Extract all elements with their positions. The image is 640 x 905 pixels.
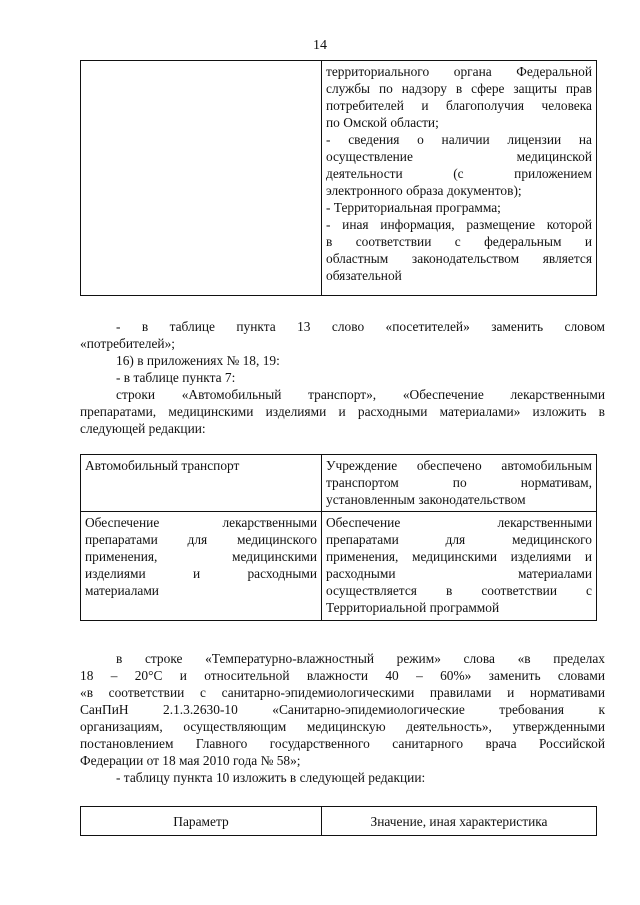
table-line: установленным законодательством bbox=[326, 492, 526, 507]
table-row bbox=[81, 512, 597, 621]
paragraph: 16) в приложениях № 18, 19: bbox=[116, 353, 280, 368]
replacement-table bbox=[80, 454, 597, 621]
table-line: - Территориальная программа; bbox=[326, 200, 501, 215]
table-line: деятельности (с приложением bbox=[326, 166, 592, 181]
table-line: - иная информация, размещение которой bbox=[326, 217, 592, 232]
paragraph: препаратами, медицинскими изделиями и расходными материалами» изложить в bbox=[80, 404, 605, 419]
table-line: потребителей и благополучия человека bbox=[326, 98, 592, 113]
table-line: применения, медицинскими изделиями и bbox=[326, 549, 592, 564]
paragraph: - в таблице пункта 7: bbox=[116, 370, 236, 385]
page-number: 14 bbox=[313, 38, 327, 53]
table-line: транспортом по нормативам, bbox=[326, 475, 592, 490]
table-header-row bbox=[81, 807, 597, 836]
column-header-value: Значение, иная характеристика bbox=[322, 807, 597, 836]
paragraph: «в соответствии с санитарно-эпидемиологическими правилами и нормативами bbox=[80, 685, 605, 700]
table-line: материалами bbox=[85, 583, 159, 598]
table-line: областным законодательством является bbox=[326, 251, 592, 266]
paragraph: 18 – 20°С и относительной влажности 40 – 60%» заменить словами bbox=[80, 668, 605, 683]
paragraph: СанПиН 2.1.3.2630-10 «Санитарно-эпидемиологические требования к bbox=[80, 702, 605, 717]
table-line: Обеспечение лекарственными bbox=[85, 515, 317, 530]
row-title-cell bbox=[81, 512, 322, 621]
table-line: Автомобильный транспорт bbox=[85, 458, 240, 473]
column-header-parameter: Параметр bbox=[81, 807, 322, 836]
table-line: службы по надзору в сфере защиты прав bbox=[326, 81, 592, 96]
paragraph: следующей редакции: bbox=[80, 421, 206, 436]
table-line: изделиями и расходными bbox=[85, 566, 317, 581]
paragraph: организациям, осуществляющим медицинскую деятельность», утвержденными bbox=[80, 719, 605, 734]
paragraph: Федерации от 18 мая 2010 года № 58»; bbox=[80, 753, 301, 768]
table-line: осуществляется в соответствии с bbox=[326, 583, 592, 598]
table-line: препаратами для медицинского bbox=[326, 532, 592, 547]
table-line: препаратами для медицинского bbox=[85, 532, 317, 547]
continuation-table bbox=[80, 60, 597, 296]
empty-cell bbox=[81, 61, 322, 296]
parameter-table bbox=[80, 806, 597, 836]
table-line: по Омской области; bbox=[326, 115, 439, 130]
table-line: территориального органа Федеральной bbox=[326, 64, 592, 79]
table-line: электронного образа документов); bbox=[326, 183, 522, 198]
row-title-cell bbox=[81, 455, 322, 512]
table-line: в соответствии с федеральным и bbox=[326, 234, 592, 249]
table-line: Учреждение обеспечено автомобильным bbox=[326, 458, 592, 473]
row-value-cell bbox=[322, 455, 597, 512]
table-line: обязательной bbox=[326, 268, 402, 283]
table-line: Обеспечение лекарственными bbox=[326, 515, 592, 530]
paragraph: в строке «Температурно-влажностный режим» слова «в пределах bbox=[116, 651, 605, 666]
paragraph: строки «Автомобильный транспорт», «Обеспечение лекарственными bbox=[116, 387, 605, 402]
contents-cell bbox=[322, 61, 597, 296]
paragraph: - в таблице пункта 13 слово «посетителей» заменить словом bbox=[116, 319, 605, 334]
table-line: расходными материалами bbox=[326, 566, 592, 581]
table-line: Территориальной программой bbox=[326, 600, 500, 615]
paragraph: - таблицу пункта 10 изложить в следующей редакции: bbox=[116, 770, 426, 785]
row-value-cell bbox=[322, 512, 597, 621]
paragraph: постановлением Главного государственного санитарного врача Российской bbox=[80, 736, 605, 751]
table-line: - сведения о наличии лицензии на bbox=[326, 132, 592, 147]
table-row bbox=[81, 455, 597, 512]
table-line: осуществление медицинской bbox=[326, 149, 592, 164]
paragraph: «потребителей»; bbox=[80, 336, 176, 351]
table-line: применения, медицинскими bbox=[85, 549, 317, 564]
